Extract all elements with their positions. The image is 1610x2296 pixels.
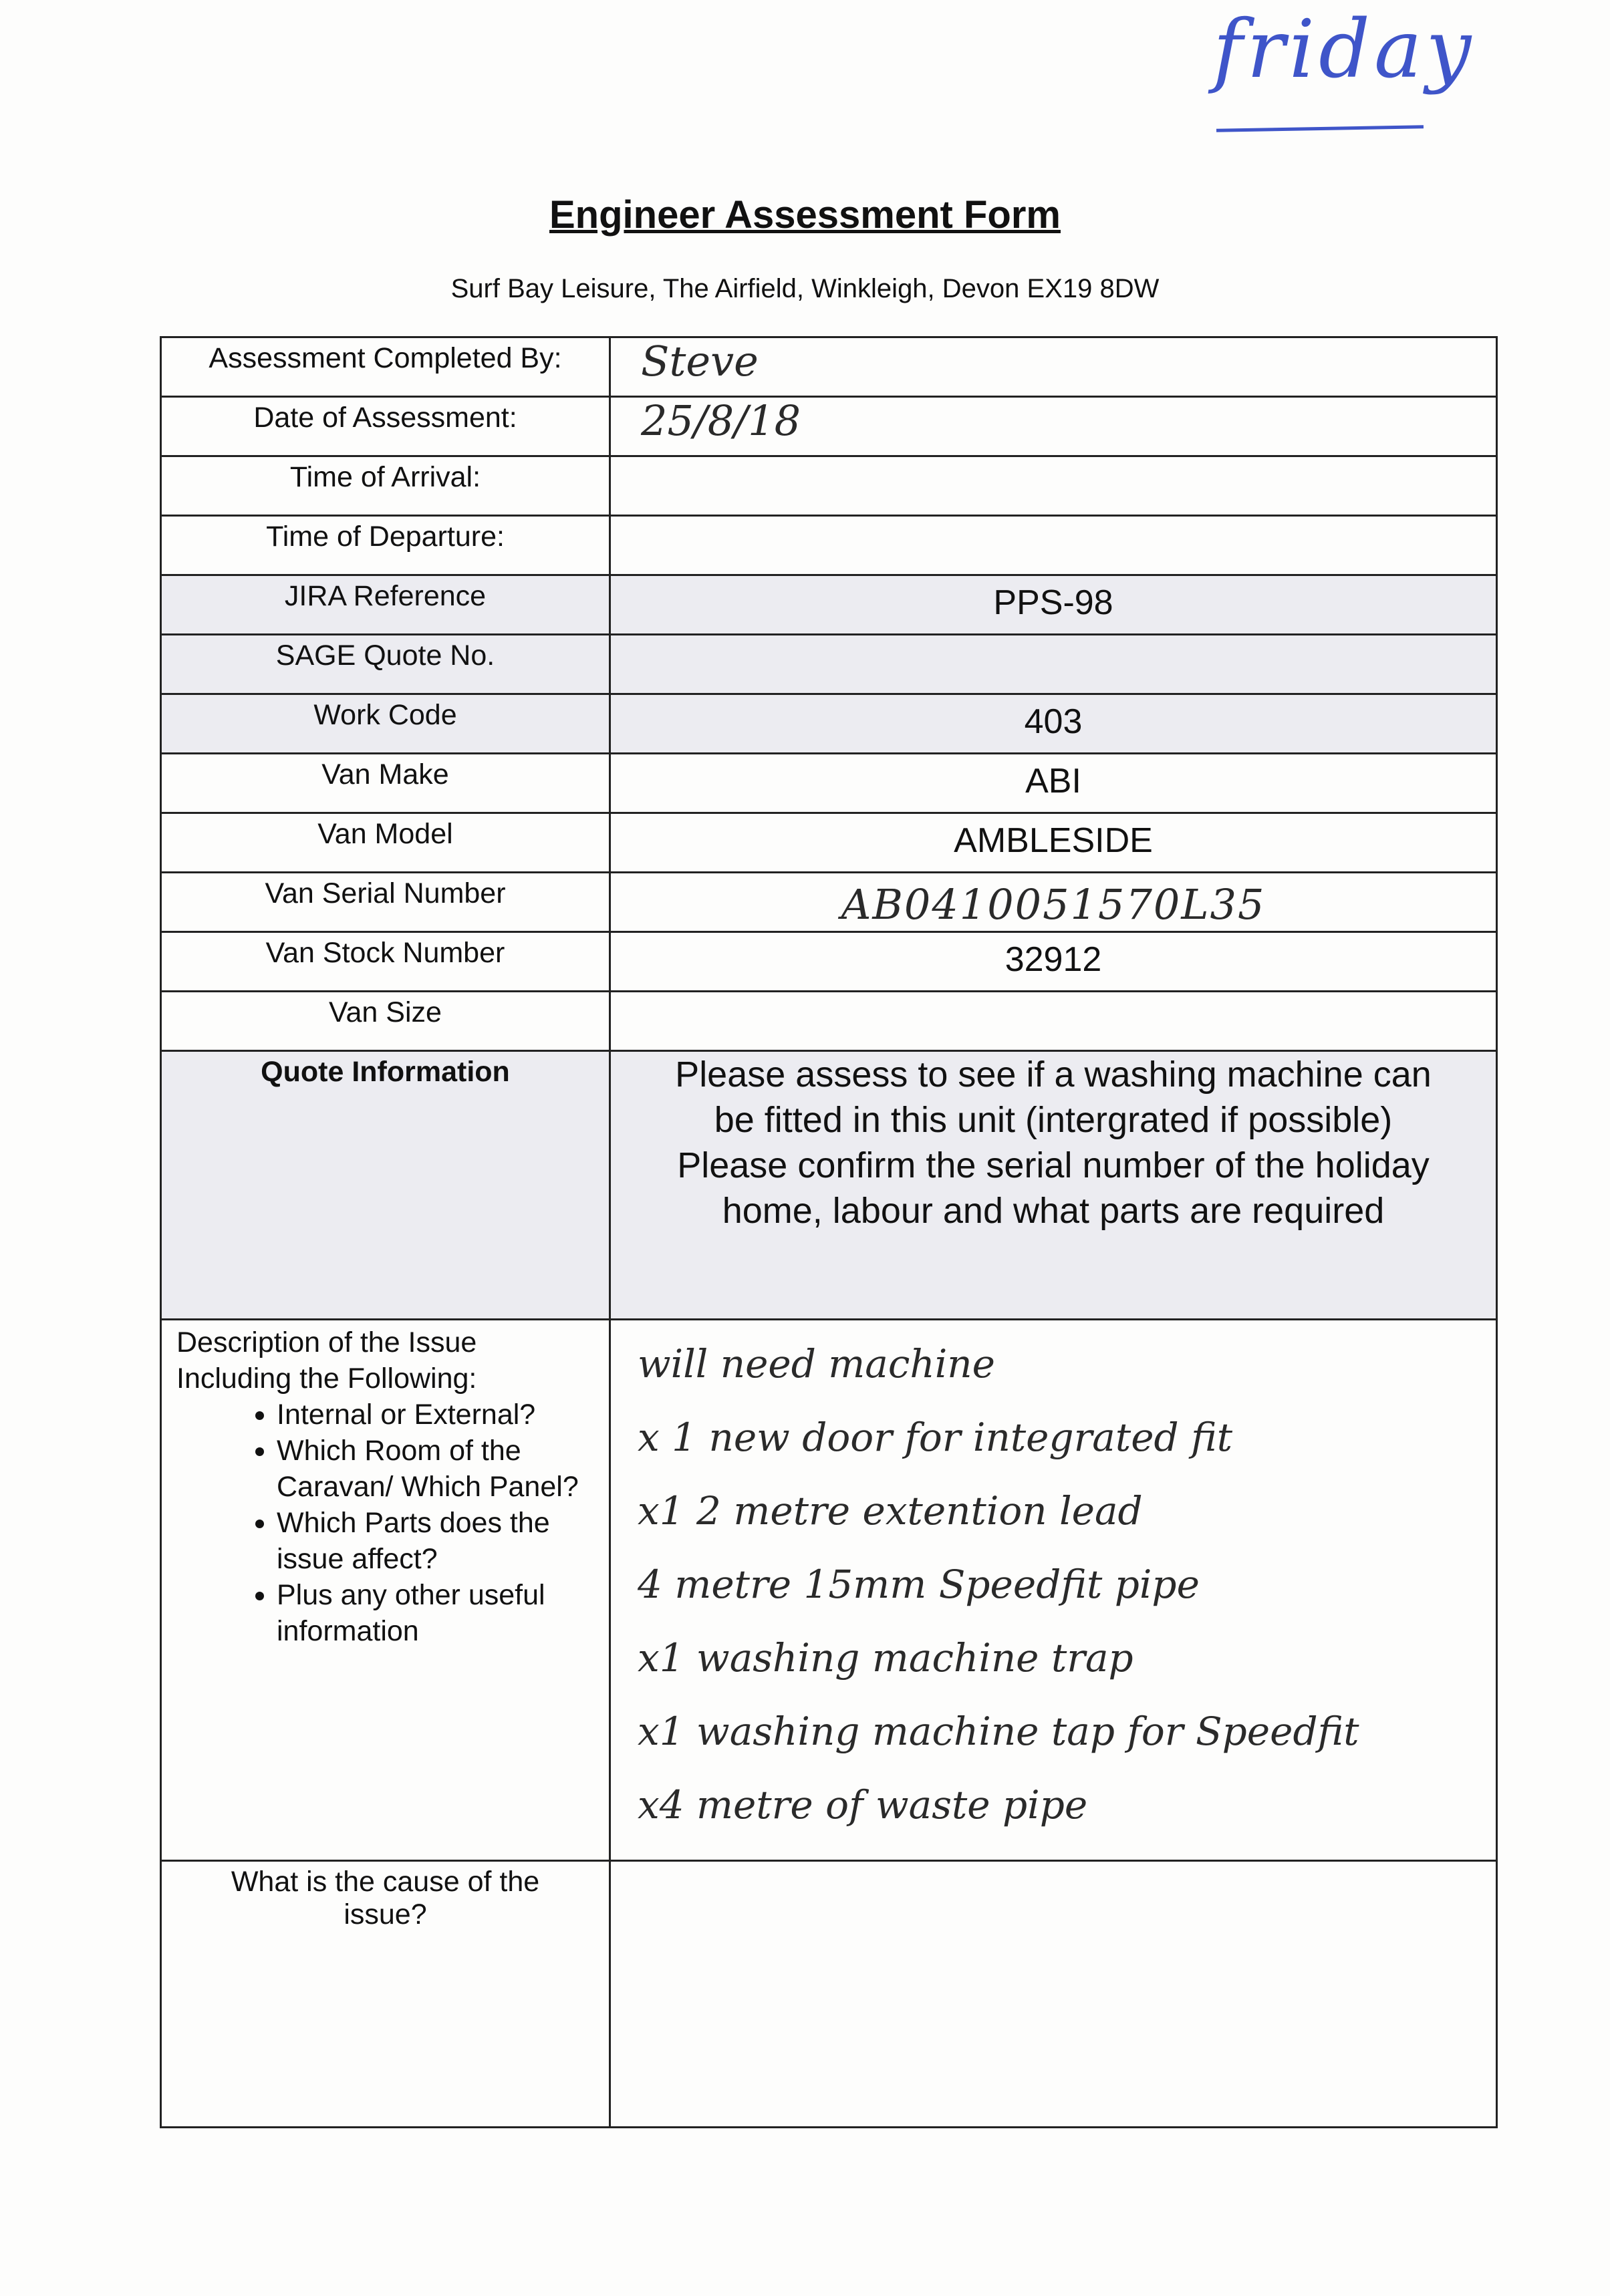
issue-prompt-item: • Which Parts does the issue affect? [277, 1505, 609, 1577]
van-size-label: Van Size [162, 992, 611, 1050]
van-serial-value: AB0410051570L35 [841, 880, 1266, 929]
van-model-label: Van Model [162, 814, 611, 871]
row-quote-info [162, 1052, 1496, 1320]
issue-prompt-item: • Which Room of the Caravan/ Which Panel? [277, 1433, 609, 1505]
arrival-field[interactable] [611, 457, 1496, 515]
quote-info-text [611, 1052, 1496, 1318]
row-date [162, 398, 1496, 457]
row-work-code [162, 695, 1496, 754]
jira-value[interactable]: PPS-98 [611, 576, 1496, 633]
handwritten-line: x 1 new door for integrated fit [638, 1415, 1233, 1460]
completed-by-label: Assessment Completed By: [162, 338, 611, 396]
arrival-label: Time of Arrival: [162, 457, 611, 515]
date-label: Date of Assessment: [162, 398, 611, 455]
date-value: 25/8/18 [641, 396, 801, 445]
jira-label: JIRA Reference [162, 576, 611, 633]
date-field[interactable] [611, 398, 1496, 455]
row-van-make [162, 754, 1496, 814]
departure-field[interactable] [611, 517, 1496, 574]
company-address: Surf Bay Leisure, The Airfield, Winkleigh, Devon EX19 8DW [450, 274, 1160, 303]
row-van-model [162, 814, 1496, 873]
issue-description-field[interactable] [611, 1320, 1496, 1860]
row-cause [162, 1862, 1496, 2126]
van-size-value[interactable] [611, 992, 1496, 1050]
row-jira [162, 576, 1496, 635]
van-stock-label: Van Stock Number [162, 933, 611, 990]
row-departure [162, 517, 1496, 576]
quote-line: Please confirm the serial number of the holiday [677, 1145, 1430, 1185]
handwritten-line: will need machine [638, 1341, 995, 1387]
cause-field[interactable] [611, 1862, 1496, 2126]
cause-label: What is the cause of the issue? [162, 1862, 611, 2126]
assessment-form-table [160, 336, 1498, 2128]
form-title: Engineer Assessment Form [549, 193, 1061, 237]
handwritten-line: x1 washing machine trap [638, 1635, 1133, 1681]
handwritten-day-note: friday [1213, 3, 1476, 96]
sage-value[interactable] [611, 635, 1496, 693]
row-completed-by [162, 338, 1496, 398]
row-van-serial [162, 873, 1496, 933]
issue-heading-line: Including the Following: [176, 1362, 477, 1395]
row-issue-description [162, 1320, 1496, 1862]
van-stock-value[interactable]: 32912 [1004, 940, 1102, 979]
row-sage [162, 635, 1496, 695]
quote-line: be fitted in this unit (intergrated if possible) [714, 1100, 1393, 1140]
work-code-label: Work Code [162, 695, 611, 752]
quote-line: home, labour and what parts are required [722, 1191, 1385, 1231]
work-code-value[interactable]: 403 [611, 695, 1496, 752]
day-note-underline [1216, 125, 1424, 132]
van-make-label: Van Make [162, 754, 611, 812]
issue-heading-line: Description of the Issue [176, 1326, 477, 1358]
departure-label: Time of Departure: [162, 517, 611, 574]
sage-label: SAGE Quote No. [162, 635, 611, 693]
handwritten-line: x1 washing machine tap for Speedfit [638, 1709, 1359, 1754]
van-model-value[interactable]: AMBLESIDE [954, 821, 1153, 860]
row-arrival [162, 457, 1496, 517]
van-serial-label: Van Serial Number [162, 873, 611, 931]
row-van-stock [162, 933, 1496, 992]
row-van-size [162, 992, 1496, 1052]
issue-prompt-item: • Internal or External? [277, 1397, 609, 1433]
van-make-value[interactable]: ABI [1025, 762, 1081, 801]
issue-prompt-list [176, 1397, 609, 1649]
van-serial-field[interactable] [611, 873, 1496, 931]
completed-by-field[interactable] [611, 338, 1496, 396]
quote-line: Please assess to see if a washing machine can [675, 1054, 1432, 1095]
handwritten-line: 4 metre 15mm Speedfit pipe [638, 1562, 1200, 1607]
quote-info-label: Quote Information [162, 1052, 611, 1318]
handwritten-line: x4 metre of waste pipe [638, 1782, 1088, 1828]
issue-description-label [162, 1320, 611, 1860]
issue-prompt-item: • Plus any other useful information [277, 1577, 609, 1649]
handwritten-line: x1 2 metre extention lead [638, 1488, 1143, 1534]
completed-by-value: Steve [641, 337, 759, 386]
